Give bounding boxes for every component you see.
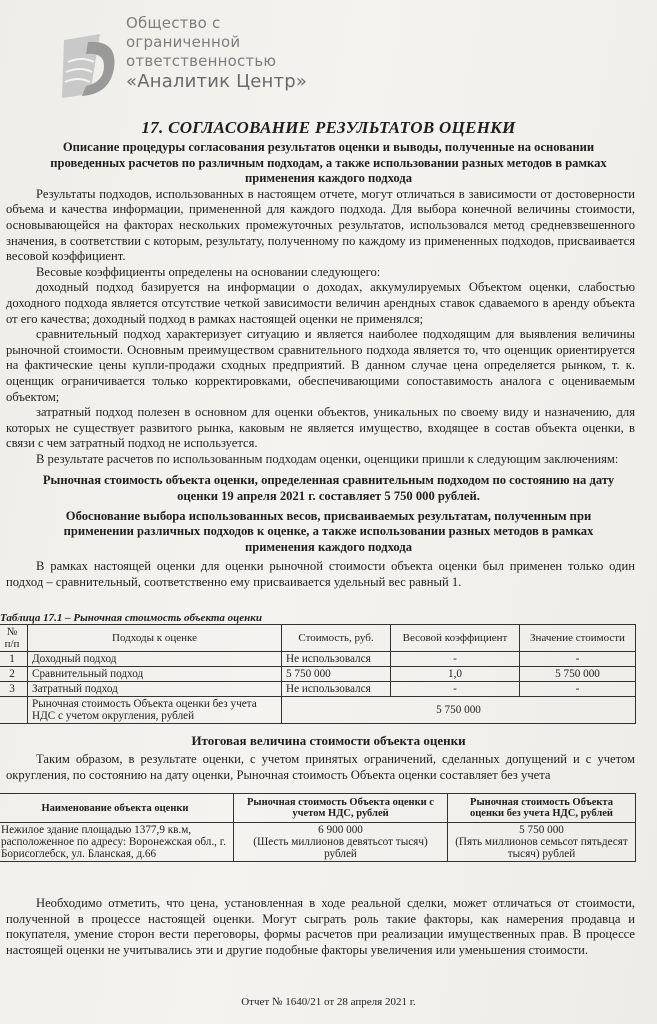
logo-line-3: ответственностью	[126, 52, 277, 70]
cell: -	[391, 652, 520, 667]
logo-line-1: Общество с	[126, 14, 221, 32]
cell: 3	[0, 682, 28, 697]
paragraph-single-approach: В рамках настоящей оценки для оценки рыночной стоимости объекта оценки был применен только один подход – сравнительный, соответственно ему присваивается удельный вес равный 1.	[6, 559, 635, 590]
value-without-vat: 5 750 000	[519, 824, 564, 836]
table-row	[0, 667, 636, 682]
cell: Затратный подход	[28, 682, 282, 697]
section-title: 17. СОГЛАСОВАНИЕ РЕЗУЛЬТАТОВ ОЦЕНКИ	[141, 118, 516, 137]
paragraph-conclusions: В результате расчетов по использованным подходам оценки, оценщики пришли к следующим заключениям:	[36, 451, 619, 466]
justification-heading: Обоснование выбора использованных весов, присваиваемых результатам, полученным при применении различных подходов к оценке, а также использовании разных методов в рамках применения каждого подхода	[63, 508, 594, 554]
value-with-vat-words: (Шесть миллионов девятьсот тысяч) рублей	[253, 836, 428, 860]
company-header	[60, 14, 460, 114]
table-row	[0, 652, 636, 667]
result-statement: Рыночная стоимость объекта оценки, определенная сравнительным подходом по состоянию на дату оценки 19 апреля 2021 г. составляет 5 750 000 рублей.	[42, 473, 615, 504]
cell: -	[391, 682, 520, 697]
col-object-name: Наименование объекта оценки	[0, 794, 234, 823]
paragraph-results: Результаты подходов, использованных в настоящем отчете, могут отличаться в зависимости от достоверности объема и качества информации, примененной для каждого подхода. Для выбора конечной величины стоимости, основывающейся на факторах нескольких промежуточных результатов, использовался метод средневзвешенного значения, в соответствии с которым, результату, полученному по каждому из примененных подходов, присваивается весовой коэффициент.	[6, 186, 635, 264]
report-footer: Отчет № 1640/21 от 28 апреля 2021 г.	[241, 996, 416, 1008]
cell: Не использовался	[282, 682, 391, 697]
value-without-vat-words: (Пять миллионов семьсот пятьдесят тысяч) рублей	[455, 836, 628, 860]
paragraph-note: Необходимо отметить, что цена, установленная в ходе реальной сделки, может отличаться от стоимости, полученной в процессе настоящей оценки. Могут сыграть роль такие факторы, как намерения продавца и покупателя, умение сторон вести переговоры, формы расчетов при реализации имущественных прав. В процессе настоящей оценки не учитывались эти и другие подобные факторы увеличения или уменьшения стоимости.	[6, 896, 635, 957]
value-without-vat-cell	[448, 823, 636, 862]
cell: 1,0	[391, 667, 520, 682]
table1-caption: Таблица 17.1 – Рыночная стоимость объекта оценки	[0, 612, 262, 624]
cell: Не использовался	[282, 652, 391, 667]
cell	[0, 697, 28, 724]
paragraph-cost: затратный подход полезен в основном для оценки объектов, уникальных по своему виду и назначению, для которых не существует развитого рынка, каковым не является имущество, входящее в состав объекта оценки, в связи с чем затратный подход не используется.	[6, 405, 635, 451]
cell: 1	[0, 652, 28, 667]
object-name: Нежилое здание площадью 1377,9 кв.м, расположенное по адресу: Воронежская обл., г. Борисоглебск, ул. Бланская, д.66	[0, 823, 234, 862]
body-text-lower	[0, 896, 657, 958]
value-with-vat: 6 900 000	[318, 824, 363, 836]
cell: -	[520, 682, 636, 697]
cell: 2	[0, 667, 28, 682]
cell: 5 750 000	[282, 667, 391, 682]
brand-name: «Аналитик Центр»	[126, 71, 308, 92]
body-text-middle	[0, 752, 657, 783]
col-weight: Весовой коэффициент	[391, 625, 520, 652]
body-text-upper	[0, 140, 657, 591]
table-total-row	[0, 697, 636, 724]
cell: -	[520, 652, 636, 667]
paragraph-weights: Весовые коэффициенты определены на основании следующего:	[36, 264, 381, 279]
final-value-table	[0, 793, 636, 862]
final-value-title: Итоговая величина стоимости объекта оценки	[191, 733, 466, 748]
table-header-row	[0, 794, 636, 823]
paragraph-final: Таким образом, в результате оценки, с учетом принятых ограничений, сделанных допущений и с учетом округления, по состоянию на дату оценки, Рыночная стоимость Объекта оценки составляет без учета	[6, 752, 635, 782]
paragraph-comparative: сравнительный подход характеризует ситуацию и является наиболее подходящим для выявления величины рыночной стоимости. Основным преимуществом сравнительного подхода является то, что оценщик ориентируется на фактические цены купли-продажи сходных предприятий. В данном случае цена определяется рынком, т. к. оценщик ограничивается только корректировками, обеспечивающими сопоставимость аналога с оцениваемым объектом;	[6, 327, 635, 404]
col-approach: Подходы к оценке	[28, 625, 282, 652]
cell: Сравнительный подход	[28, 667, 282, 682]
paragraph-income: доходный подход базируется на информации о доходах, аккумулируемых Объектом оценки, слабостью доходного подхода является отсутствие четкой зависимости величин арендных ставок сдаваемого в аренду объекта от его качества; доходный подход в рамках настоящей оценки не применялся;	[6, 280, 635, 326]
table-row	[0, 682, 636, 697]
approaches-table	[0, 624, 636, 724]
col-number: № п/п	[0, 625, 28, 652]
company-logo	[60, 32, 122, 102]
col-cost: Стоимость, руб.	[282, 625, 391, 652]
col-value: Значение стоимости	[520, 625, 636, 652]
intro-heading: Описание процедуры согласования результатов оценки и выводы, полученные на основании проведенных расчетов по различным подходам, а также использовании разных методов в рамках применения каждого подхода	[50, 140, 607, 186]
table-header-row	[0, 625, 636, 652]
logo-line-2: ограниченной	[126, 33, 241, 51]
total-label: Рыночная стоимость Объекта оценки без учета НДС с учетом округления, рублей	[28, 697, 282, 724]
cell: 5 750 000	[520, 667, 636, 682]
col-value-without-vat: Рыночная стоимость Объекта оценки без учета НДС, рублей	[448, 794, 636, 823]
cell: Доходный подход	[28, 652, 282, 667]
col-value-with-vat: Рыночная стоимость Объекта оценки с учетом НДС, рублей	[234, 794, 448, 823]
total-value: 5 750 000	[282, 697, 636, 724]
value-with-vat-cell	[234, 823, 448, 862]
table-row	[0, 823, 636, 862]
